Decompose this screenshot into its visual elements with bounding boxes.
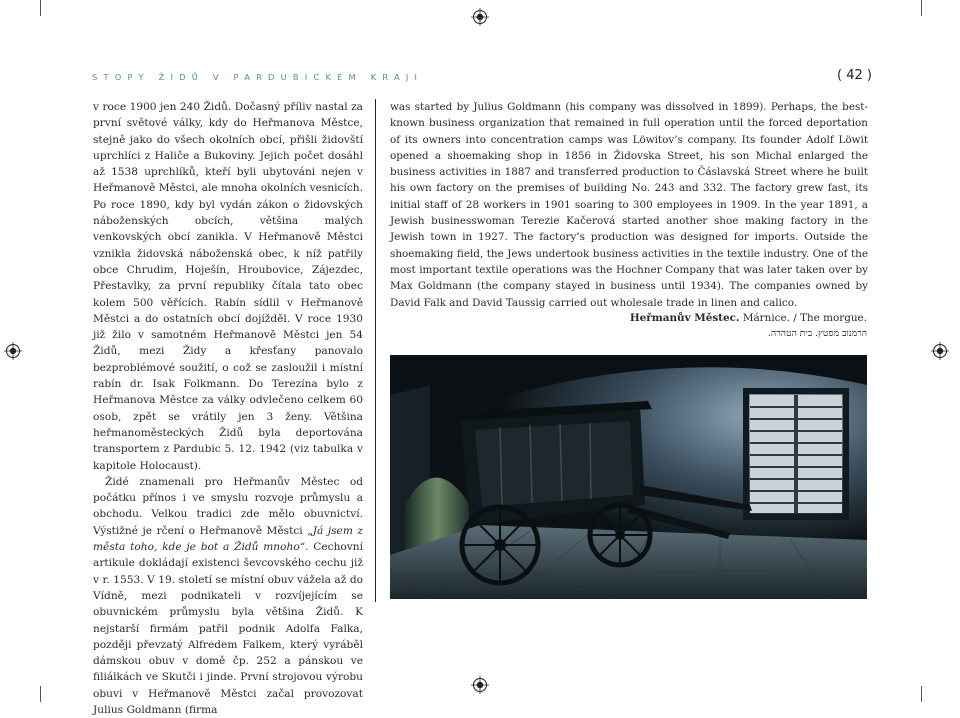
paragraph: was started by Julius Goldmann (his company was dissolved in 1899). Perhaps, the best-known business organization that remained in full operation until the forced deportation of its owners into concentration camps was Löwitov’s company. Its founder Adolf Löwit opened a shoemaking shop in 1856 in Židovska Street, his son Michal enlarged the business activities in 1887 and transferred production to Čáslavská Street where he built his own factory on the premises of building No. 243 and 332. The factory grew fast, its initial staff of 28 workers in 1901 soaring to 300 employees in 1909. In the year 1891, a Jewish businesswoman Terezie Kačerová started another shoe making factory in the Jewish town in 1927. The factory’s production was designed for imports. Outside the shoemaking field, the Jews undertook business activities in the textile industry. One of the most important textile operations was the Hochner Company that was later taken over by Max Goldmann (the company stayed in business until 1934). The companies owned by David Falk and David Taussig carried out wholesale trade in linen and calico. [390, 101, 868, 309]
registration-mark-icon [471, 8, 489, 26]
paragraph: Židé znamenali pro Heřmanův Městec od počátku přínos i ve smyslu rozvoje průmyslu a obchodu. Velkou tradici zde mělo obuvnictví. Výstižné je rčení o Heřmanově Městci „Já jsem z města toho, kde je bot a Židů mnoho“. Cechovní artikule dokládají existenci ševcovského cechu již v r. 1553. V 19. století se místní obuv vážela až do Vídně, mezi podnikateli v rozvíjejícím se obuvnickém průmyslu byla většina Židů. K nejstarší firmám patřil podnik Adolfa Falka, později převzatý Alfredem Falkem, který vyráběl dámskou obuv v domě čp. 252 a pánskou ve filiálkách ve Skutči i jinde. První strojovou výrobu obuvi v Heřmanově Městci začal provozovat Julius Goldmann (firma [93, 475, 363, 716]
running-title: STOPY ŽIDŮ V PARDUBICKÉM KRAJI [92, 72, 424, 82]
caption-hebrew: הרמנוב מסטץ. בית הטהרה. [768, 328, 867, 339]
left-text-column [93, 99, 363, 718]
paragraph: v roce 1900 jen 240 Židů. Dočasný příliv nastal za první světové války, kdy do Heřmanova Městce, stejně jako do všech okolních obcí, přišli židovští uprchlíci z Haliče a Bukoviny. Jejich počet dosáhl až 1538 uprchlíků, kteří byli ubytováni nejen v Heřmanově Městci, ale mnoha okolních vesnicích. Po roce 1890, kdy byl vydán zákon o židovských náboženských obcích, většina malých venkovských obcí zanikla. V Heřmanově Městci vznikla židovská náboženská obec, k níž patřily obce Chrudim, Hoješín, Hroubovice, Zájezdec, Přestavlky, za první republiky čítala tato obec kolem 500 věřících. Rabín sídlil v Heřmanově Městci a do ostatních obcí dojížděl. V roce 1930 již žilo v samotném Heřmanově Městci jen 54 Židů, mezi Židy a křesťany panovalo bezproblémové soužití, o což se zasloužil i místní rabín dr. Isak Folkmann. Do Terezína bylo z Heřmanova Městce za války odvlečeno celkem 60 osob, zpět se vrátily jen 3 ženy. Většina heřmanoměsteckých Židů byla deportována transportem z Pardubic 5. 12. 1942 (viz tabulka v kapitole Holocaust). [93, 101, 363, 472]
caption-place: Heřmanův Městec. [629, 312, 740, 324]
hearse-carriage-image [390, 355, 867, 599]
registration-mark-icon [931, 342, 949, 360]
registration-mark-icon [4, 342, 22, 360]
right-text-column [390, 99, 868, 311]
page-header [92, 68, 872, 90]
caption-text: Márnice. / The morgue. [739, 312, 867, 324]
crop-mark [921, 686, 922, 702]
page-number: ( 42 ) [837, 68, 872, 83]
column-divider [375, 99, 376, 602]
registration-mark-icon [471, 676, 489, 694]
quote: „Já jsem z města toho, kde je bot a Židů mnoho“ [93, 524, 363, 554]
crop-mark [40, 0, 41, 16]
crop-mark [921, 0, 922, 16]
photo-caption [390, 310, 867, 342]
crop-mark [40, 686, 41, 702]
morgue-photo [390, 355, 867, 599]
